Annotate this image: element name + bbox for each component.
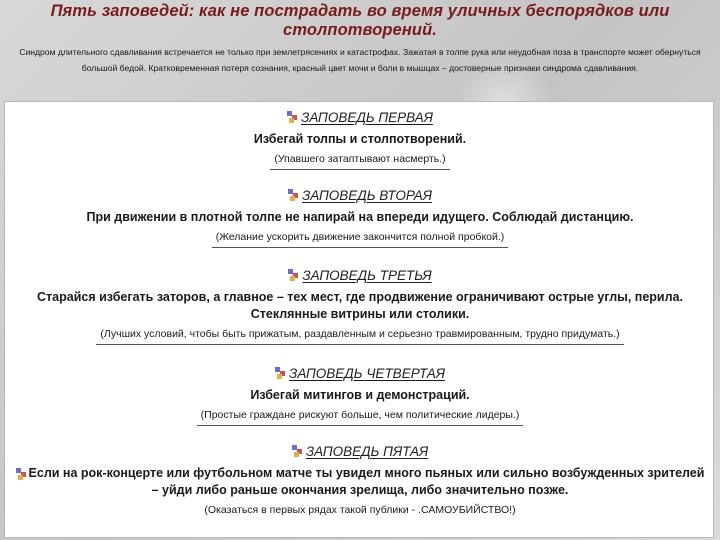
commandment-heading-text: ЗАПОВЕДЬ ПЕРВАЯ: [301, 109, 433, 125]
commandment-note: (Оказаться в первых рядах такой публики - .САМОУБИЙСТВО!): [204, 504, 516, 516]
commandment-heading-text: ЗАПОВЕДЬ ЧЕТВЕРТАЯ: [289, 365, 445, 381]
commandment-rule: Старайся избегать заторов, а главное – тех мест, где продвижение ограничивают острые углы, перила. Стеклянные витрины или столики.: [37, 290, 683, 321]
page-title: Пять заповедей: как не пострадать во время уличных беспорядков или столпотворений.: [50, 2, 670, 39]
commandment-rule: Избегай митингов и демонстраций.: [250, 388, 470, 402]
commandment-5: [5, 442, 715, 520]
commandment-heading-text: ЗАПОВЕДЬ ВТОРАЯ: [301, 187, 433, 203]
commandment-note: (Упавшего затаптывают насмерть.): [270, 152, 449, 170]
commandment-note: (Простые граждане рискуют больше, чем политические лидеры.): [197, 408, 524, 426]
commandment-heading-text: ЗАПОВЕДЬ ПЯТАЯ: [305, 443, 429, 459]
commandment-heading: [288, 186, 432, 204]
commandment-heading: [275, 364, 445, 382]
commandment-2: [5, 186, 715, 248]
commandment-rule-text: Если на рок-концерте или футбольном матче ты увидел много пьяных или сильно возбужденных зрителей – уйди либо раньше окончания зрелища, либо значительно позже.: [28, 466, 705, 497]
commandment-heading-text: ЗАПОВЕДЬ ТРЕТЬЯ: [302, 267, 432, 283]
commandment-heading: [288, 266, 431, 284]
commandment-note: (Лучших условий, чтобы быть прижатым, раздавленным и серьезно травмированным, трудно придумать.): [96, 327, 623, 345]
commandment-rule: При движении в плотной толпе не напирай на впереди идущего. Соблюдай дистанцию.: [86, 210, 634, 224]
bullet-squares-icon: [288, 189, 300, 201]
intro-text: Синдром длительного сдавливания встречается не только при землетрясениях и катастрофах. Зажатая в толпе рука или неудобная поза в транспорте может обернуться большой бедой. Кратковременная потеря сознания, красный цвет мочи и боли в мышцах – достоверные признаки синдрома сдавливания.: [19, 47, 701, 73]
bullet-squares-icon: [287, 111, 299, 123]
bullet-squares-icon: [16, 468, 28, 480]
bullet-squares-icon: [288, 269, 300, 281]
commandment-4: [5, 364, 715, 426]
commandment-heading: [292, 442, 428, 460]
slide-header: [0, 0, 720, 100]
commandments-panel: [4, 101, 714, 538]
commandment-rule: Избегай толпы и столпотворений.: [253, 132, 467, 146]
commandment-rule: [5, 465, 715, 499]
bullet-squares-icon: [292, 445, 304, 457]
commandment-note: (Желание ускорить движение закончится полной пробкой.): [212, 230, 509, 248]
commandment-1: [5, 108, 715, 170]
bullet-squares-icon: [275, 367, 287, 379]
commandment-3: [5, 266, 715, 345]
commandment-heading: [287, 108, 433, 126]
